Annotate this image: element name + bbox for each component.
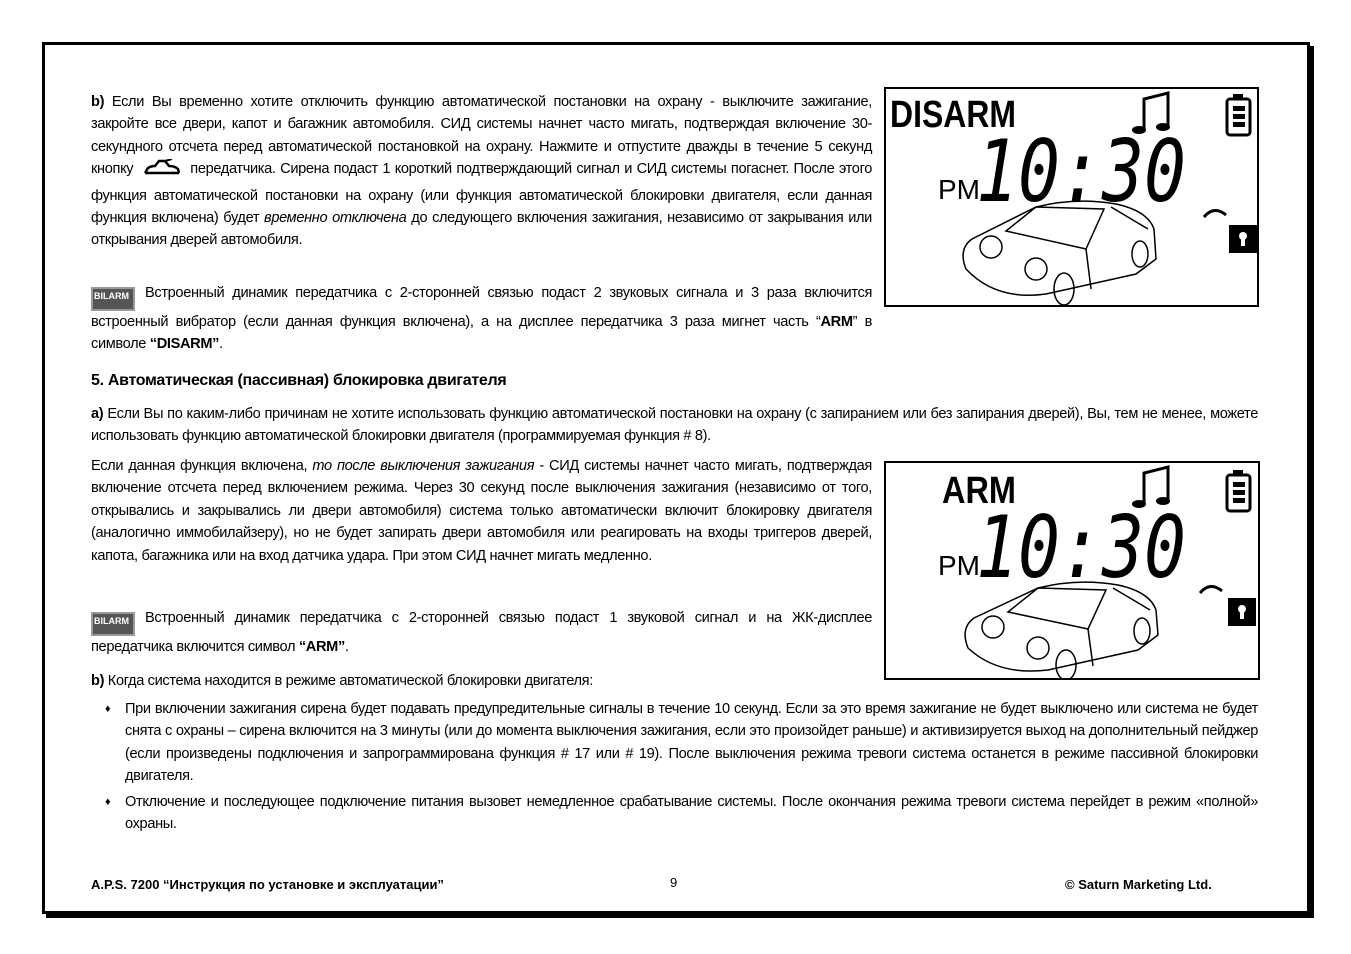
text: . <box>219 336 223 353</box>
text: Встроенный динамик передатчика с 2-сторонней связью подаст 2 звуковых сигнала и 3 раза включится встроенный вибратор (если данная функция включена), а на дисплее передатчика 3 раза мигнет часть “ <box>91 285 872 330</box>
bold-text: “ARM” <box>298 639 345 655</box>
signal-arc-icon <box>1200 586 1222 593</box>
bold-text: ARM <box>820 314 853 330</box>
diamond-bullet-icon: ♦ <box>105 796 111 808</box>
label-b: b) <box>91 94 105 110</box>
text: Если Вы по каким-либо причинам не хотите использовать функцию автоматической постановки на охрану (с запиранием или без запирания дверей), Вы, тем не менее, можете использовать функцию автоматической блокировки двигателя (программируемая функция # 8). <box>91 406 1258 445</box>
text: . <box>344 639 349 655</box>
lcd-ampm: PM <box>938 550 980 581</box>
bullet-text: При включении зажигания сирена будет подавать предупредительные сигналы в течение 10 секунд. Если за это время зажигание не будет выключено или система не будет снята с охраны – сирена включится на 3 минуты (или до момента выключения зажигания, если это произойдет раньше) и активизируется выход на дополнительный пейджер (если произведены подключения и запрограммирована функция # 17 или # 19). После выключения режима тревоги система останется в режиме пассивной блокировки двигателя. <box>125 701 1258 785</box>
bilarm-logo-icon: BILARM <box>91 612 135 636</box>
paragraph-b-mode <box>91 670 872 692</box>
lcd-display-arm <box>884 461 1260 680</box>
text: передатчика. Сирена подаст 1 короткий подтверждающий сигнал и СИД системы погаснет. После этого функция автоматической постановки на охрану (или функция автоматической блокировки двигателя, если данная функция включена) будет <box>91 161 872 227</box>
signal-arc-icon <box>1204 210 1226 217</box>
text: Если Вы временно хотите отключить функцию автоматической постановки на охрану - выключите зажигание, закройте все двери, капот и багажник автомобиля. СИД системы начнет часто мигать, подтверждая включение 30-секундного отсчета перед автоматической постановкой на охрану. Нажмите и отпустите дважды в течение 5 секунд кнопку <box>91 94 872 178</box>
bold-text: “DISARM” <box>149 336 220 353</box>
footer-title: A.P.S. 7200 “Инструкция по установке и эксплуатации” <box>91 877 444 892</box>
text: Когда система находится в режиме автоматической блокировки двигателя: <box>107 673 593 689</box>
section-heading: 5. Автоматическая (пассивная) блокировка двигателя <box>91 372 507 389</box>
paragraph-function-enabled <box>91 455 872 567</box>
lcd-time: 10:30 <box>976 122 1186 222</box>
lock-icon <box>1229 225 1257 253</box>
car-lock-button-icon <box>142 159 182 184</box>
lcd-mode: DISARM <box>890 94 1016 136</box>
label-a: a) <box>91 406 104 422</box>
lcd-display-disarm <box>884 87 1259 307</box>
bullet-item <box>105 791 1258 836</box>
note-bilarm-1 <box>91 282 872 356</box>
text: Встроенный динамик передатчика с 2-сторонней связью подаст 1 звуковой сигнал и на ЖК-дисплее передатчика включится символ <box>91 610 872 655</box>
lcd-ampm: PM <box>938 174 980 205</box>
paragraph-a <box>91 403 1258 448</box>
battery-icon <box>1227 94 1250 135</box>
italic-text: временно отключена <box>264 210 407 227</box>
label-b: b) <box>91 673 105 689</box>
battery-icon <box>1227 470 1250 511</box>
note-bilarm-2 <box>91 607 872 658</box>
italic-text: то после выключения зажигания <box>312 458 535 474</box>
text: ” в символе <box>91 314 873 353</box>
bullet-text: Отключение и последующее подключение питания вызовет немедленное срабатывание системы. После окончания режима тревоги система перейдет в режим «полной» охраны. <box>125 794 1258 833</box>
paragraph-b-temporary-disable <box>91 91 872 252</box>
page-number: 9 <box>670 875 678 890</box>
text: Если данная функция включена, <box>91 458 308 474</box>
footer-copyright: © Saturn Marketing Ltd. <box>1065 877 1212 892</box>
diamond-bullet-icon: ♦ <box>105 703 111 715</box>
lcd-time: 10:30 <box>976 498 1186 598</box>
bilarm-logo-icon: BILARM <box>91 287 135 311</box>
text: до следующего включения зажигания, независимо от закрывания или открывания дверей автомобиля. <box>91 210 872 249</box>
bullet-item <box>105 698 1258 788</box>
lock-icon <box>1228 598 1256 626</box>
lcd-mode: ARM <box>942 470 1016 512</box>
text: - СИД системы начнет часто мигать, подтверждая включение отсчета перед включением режима. Через 30 секунд после выключения зажигания (независимо от того, открывались и закрывались ли двери автомобиля) система только автоматически включит блокировку двигателя (аналогично иммобилайзеру), но не будет запирать двери автомобиля или реагировать на входы триггеров дверей, капота, багажника или на вход датчика удара. При этом СИД начнет мигать медленно. <box>91 458 872 564</box>
